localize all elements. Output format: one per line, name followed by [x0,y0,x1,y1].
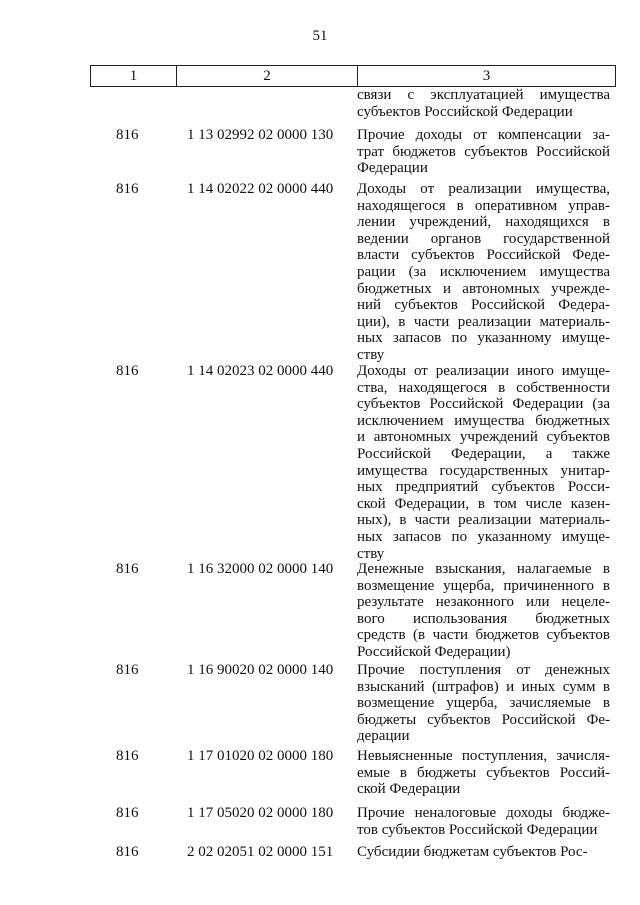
income-description [357,181,610,364]
admin-code: 816 [116,561,139,577]
description-line: Денежные взыскания, налагаемые в [357,561,610,577]
description-line: ных запасов по указанному имуще- [357,330,610,347]
description-line: тов субъектов Российской Федерации [357,821,598,838]
description-line: находящегося в оперативном управ- [357,197,610,214]
admin-code: 816 [116,844,139,860]
admin-code: 816 [116,127,139,143]
budget-classification-code: 1 14 02023 02 0000 440 [187,363,334,379]
income-description [357,87,610,120]
income-description [357,561,610,661]
description-line: средств (в части бюджетов субъектов [357,627,610,644]
admin-code: 816 [116,748,139,764]
description-line: результате незаконного или нецеле- [357,594,610,611]
admin-code: 816 [116,805,139,821]
income-description [357,127,610,177]
description-line: лении учреждений, находящихся в [357,214,610,231]
description-line: ской Федерации [357,781,461,798]
description-line: ства, находящегося в собственности [357,379,610,396]
description-line: емые в бюджеты субъектов Россий- [357,764,610,781]
description-line: возмещение ущерба, причиненного в [357,577,610,594]
description-line: связи с эксплуатацией имущества [357,87,610,103]
description-line: ных предприятий субъектов Росси- [357,479,610,496]
description-line: возмещение ущерба, зачисляемые в [357,695,610,712]
description-line: ству [357,545,385,562]
description-line: Невыясненные поступления, зачисля- [357,748,610,764]
income-description [357,844,610,861]
description-line: Российской Федерации, а также [357,445,610,462]
budget-classification-code: 2 02 02051 02 0000 151 [187,844,334,860]
description-line: Доходы от реализации иного имуще- [357,363,610,379]
description-line: бюджетных и автономных учрежде- [357,280,610,297]
description-line: имущества государственных унитар- [357,462,610,479]
description-line: ции), в части реализации материаль- [357,313,610,330]
description-line: субъектов Российской Федерации [357,103,573,120]
description-line: трат бюджетов субъектов Российской [357,143,610,160]
budget-classification-code: 1 17 05020 02 0000 180 [187,805,334,821]
admin-code: 816 [116,662,139,678]
description-line: ных), в части реализации материаль- [357,512,610,529]
description-line: исключением имущества бюджетных [357,412,610,429]
description-line: взысканий (штрафов) и иных сумм в [357,678,610,695]
description-line: дерации [357,728,410,745]
header-col-2: 2 [177,66,358,86]
description-line: субъектов Российской Федерации (за [357,396,610,413]
description-line: вого использования бюджетных [357,610,610,627]
budget-classification-code: 1 17 01020 02 0000 180 [187,748,334,764]
description-line: ству [357,346,385,363]
header-col-3: 3 [482,67,491,84]
description-line: бюджеты субъектов Российской Фе- [357,711,610,728]
income-description [357,748,610,798]
income-description [357,805,610,838]
budget-classification-code: 1 16 32000 02 0000 140 [187,561,334,577]
description-line: Федерации [357,160,428,177]
description-line: Российской Федерации) [357,643,511,660]
header-col-1: 1 [91,66,177,86]
table-header [90,65,616,87]
admin-code: 816 [116,181,139,197]
description-line: рации (за исключением имущества [357,263,610,280]
description-line: ний субъектов Российской Федера- [357,297,610,314]
description-line: Прочие поступления от денежных [357,662,610,678]
admin-code: 816 [116,363,139,379]
description-line: Прочие доходы от компенсации за- [357,127,610,143]
budget-classification-code: 1 13 02992 02 0000 130 [187,127,334,143]
income-description [357,662,610,745]
budget-classification-code: 1 14 02022 02 0000 440 [187,181,334,197]
description-line: Прочие неналоговые доходы бюдже- [357,805,610,821]
description-line: власти субъектов Российской Феде- [357,247,610,264]
budget-classification-code: 1 16 90020 02 0000 140 [187,662,334,678]
description-line: ных запасов по указанному имуще- [357,528,610,545]
description-line: Доходы от реализации имущества, [357,181,610,197]
description-line: Субсидии бюджетам субъектов Рос- [357,844,588,860]
income-description [357,363,610,562]
description-line: и автономных учреждений субъектов [357,429,610,446]
description-line: ской Федерации, в том числе казен- [357,495,610,512]
description-line: ведении органов государственной [357,230,610,247]
page-number: 51 [312,28,328,44]
